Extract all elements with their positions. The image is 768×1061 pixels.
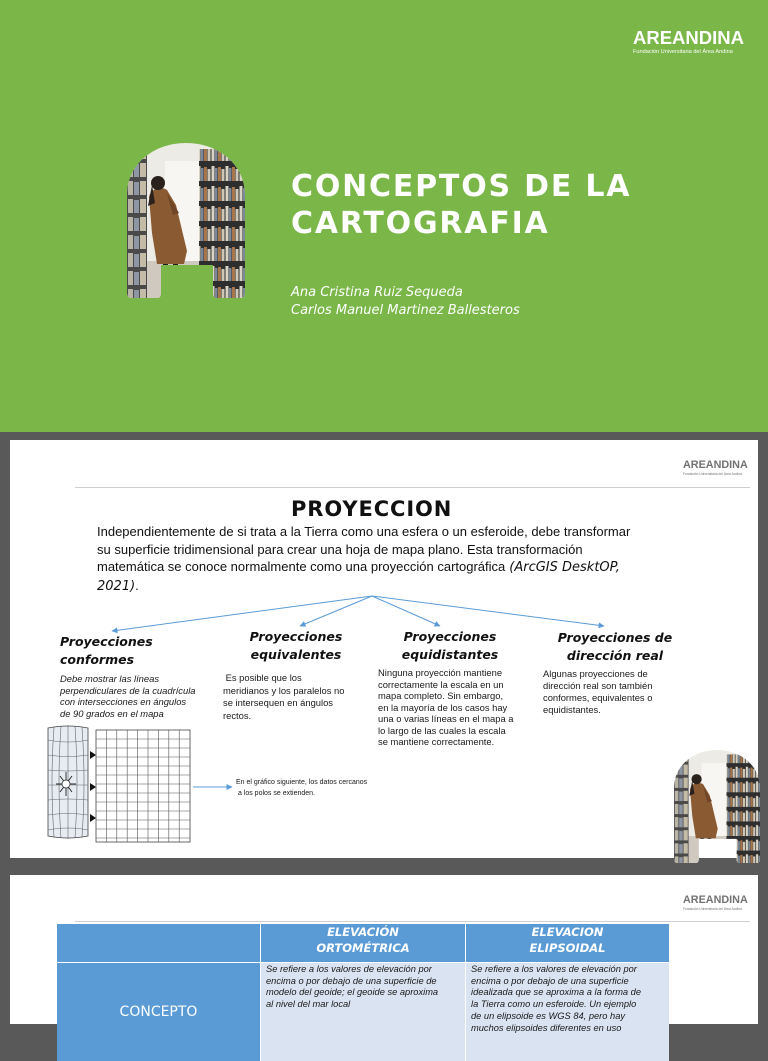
areandina-logo <box>683 894 748 911</box>
slide-title: PROYECCION <box>291 497 453 521</box>
description-line: de 90 grados en el mapa <box>60 707 164 719</box>
cell-line: encima o por debajo de una superficie de <box>266 975 437 986</box>
author-name: Ana Cristina Ruiz Sequeda <box>291 285 463 300</box>
projection-direction-arrows <box>90 751 96 822</box>
cell-line: encima o por debajo de una superficie <box>471 975 629 986</box>
projected-grid <box>96 730 190 842</box>
citation: 2021) <box>97 578 136 594</box>
heading-line: equivalentes <box>250 647 342 662</box>
intro-paragraph <box>97 523 630 595</box>
table-header-blank <box>57 924 260 962</box>
description-line: Ninguna proyección mantiene <box>378 667 503 678</box>
projection-arrow <box>90 751 96 759</box>
title-line: CARTOGRAFIA <box>291 206 550 241</box>
description-line: una o varias líneas en el mapa a <box>378 713 514 724</box>
projection-description-direccion-real <box>543 668 652 716</box>
logo-tagline: Fundación Universitaria del Área Andina <box>633 49 733 55</box>
library-photo-a-shape <box>674 750 760 863</box>
table-header-orthometric <box>261 924 465 962</box>
title-slide <box>0 0 768 432</box>
header-line: ELEVACION <box>531 925 604 939</box>
projection-description-conformes <box>60 673 196 719</box>
logo-name: AREANDINA <box>633 27 744 48</box>
cell-line: al nivel del mar local <box>266 999 351 1010</box>
heading-line: dirección real <box>566 648 664 663</box>
intro-closing: . <box>135 577 139 593</box>
cell-line: muchos elipsoides diferentes en uso <box>471 1022 622 1033</box>
author-name: Carlos Manuel Martinez Ballesteros <box>291 303 520 318</box>
citation: (ArcGIS DesktOP, <box>509 560 620 575</box>
projection-slide <box>10 440 758 858</box>
header-line: ORTOMÉTRICA <box>316 941 410 955</box>
cell-line: Se refiere a los valores de elevación por <box>266 964 432 974</box>
logo-tagline: Fundación Universitaria del Área Andina <box>683 472 742 476</box>
diagram-note <box>236 777 367 799</box>
description-line: se mantiene correctamente. <box>378 736 495 747</box>
cell-line: idealizada que se aproxima a la forma de <box>471 987 642 998</box>
intro-line <box>97 558 630 577</box>
description-line: Es posible que los <box>223 672 302 683</box>
projection-heading-conformes <box>60 633 153 669</box>
description-line: perpendiculares de la cuadrícula <box>60 684 196 696</box>
logo-name: AREANDINA <box>683 459 748 471</box>
heading-line: conformes <box>60 652 135 667</box>
row-label: CONCEPTO <box>57 963 260 1061</box>
table-header-ellipsoidal <box>466 924 669 962</box>
description-line: equidistantes. <box>543 704 601 715</box>
heading-line: Proyecciones de <box>557 630 673 645</box>
heading-line: Proyecciones <box>249 629 343 644</box>
projection-arrow <box>90 783 96 791</box>
description-line: meridianos y los paralelos no <box>223 684 345 696</box>
intro-line <box>97 577 630 596</box>
note-line: En el gráfico siguiente, los datos cercanos <box>236 779 368 786</box>
intro-text: matemática se conoce normalmente como una proyección cartográfica <box>97 559 506 574</box>
logo-tagline: Fundación Universitaria del Área Andina <box>683 907 742 911</box>
projection-heading-direccion-real <box>545 629 685 665</box>
cell-line: modelo del geoide; el geoide se aproxima <box>266 987 439 998</box>
title-line: CONCEPTOS DE LA <box>291 169 632 204</box>
globe-cylinder-illustration <box>48 725 88 839</box>
description-line: dirección real son también <box>543 680 653 691</box>
projection-description-equidistantes <box>378 667 514 748</box>
cell-line: de un elipsoide es WGS 84, pero hay <box>471 1010 626 1021</box>
description-line: con intersecciones en ángulos <box>60 696 187 707</box>
areandina-logo <box>633 27 744 56</box>
description-line: conformes, equivalentes o <box>543 692 653 703</box>
cell-line: Se refiere a los valores de elevación por <box>471 964 637 974</box>
header-line: ELIPSOIDAL <box>529 941 606 955</box>
presentation-title <box>291 168 631 242</box>
cell-line: la Tierra como un esferoide. Un ejemplo <box>471 999 637 1010</box>
authors <box>291 284 520 320</box>
description-line: rectos. <box>223 709 252 721</box>
table-cell-ellipsoidal <box>466 963 669 1061</box>
heading-line: Proyecciones <box>60 634 153 649</box>
heading-line: Proyecciones <box>403 629 497 644</box>
elevation-slide <box>10 875 758 1033</box>
description-line: mapa completo. Sin embargo, <box>378 690 504 701</box>
elevation-comparison-table <box>57 924 669 1061</box>
intro-line: su superficie tridimensional para crear una hoja de mapa plano. Esta transformación <box>97 541 583 557</box>
projection-heading-equivalentes <box>236 628 356 664</box>
intro-line: Independientemente de si trata a la Tierra como una esfera o un esferoide, debe transformar <box>97 524 631 539</box>
table-cell-orthometric <box>261 963 465 1061</box>
header-line: ELEVACIÓN <box>327 925 399 939</box>
description-line: correctamente la escala en un <box>378 678 504 690</box>
description-line: lo largo de las cuales la escala <box>378 724 506 736</box>
note-line: a los polos se extienden. <box>236 790 315 797</box>
description-line: se intersequen en ángulos <box>223 697 333 708</box>
heading-line: equidistantes <box>401 647 499 662</box>
library-photo-a-shape <box>127 143 245 298</box>
projection-arrow <box>90 814 96 822</box>
description-line: en la mayoría de los casos hay <box>378 701 508 713</box>
logo-name: AREANDINA <box>683 894 748 906</box>
projection-description-equivalentes <box>223 672 344 722</box>
description-line: Algunas proyecciones de <box>543 668 648 679</box>
header-divider <box>75 921 750 922</box>
description-line: Debe mostrar las líneas <box>60 673 160 684</box>
projection-heading-equidistantes <box>390 628 510 664</box>
arrow-to-conformes <box>112 596 372 631</box>
